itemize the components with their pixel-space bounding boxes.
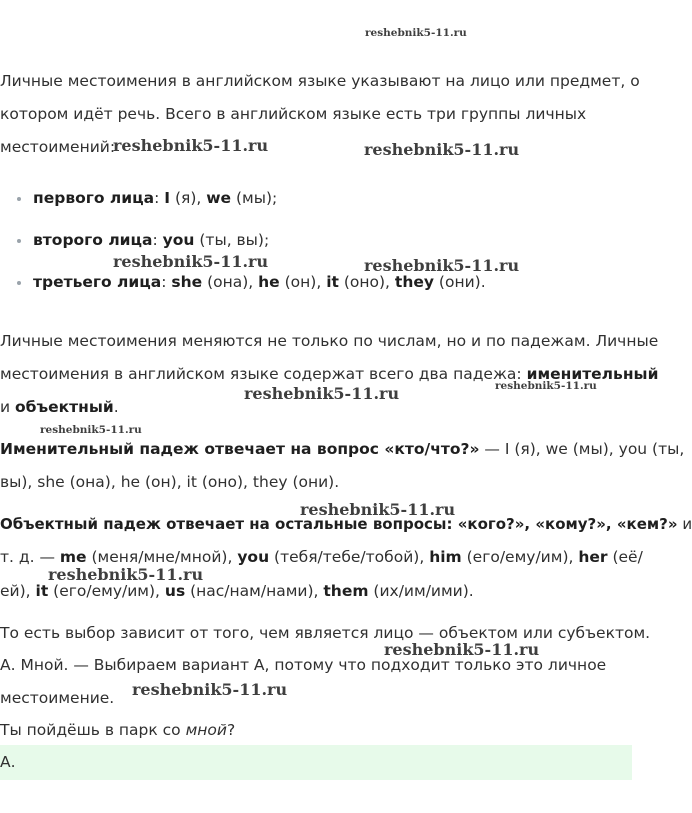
nominative-term: именительный	[526, 365, 659, 383]
bullet-dot-icon	[17, 197, 21, 201]
person-label: второго лица	[33, 231, 153, 249]
cases-line-3: и объектный.	[0, 398, 119, 416]
nominative-rule-heading: Именительный падеж отвечает на вопрос «кто/что?»	[0, 440, 480, 458]
pronoun: I	[164, 189, 171, 207]
watermark: reshebnik5-11.ru	[244, 384, 400, 403]
objective-rule-heading: Объектный падеж отвечает на остальные вопросы: «кого?», «кому?», «кем?»	[0, 515, 678, 533]
pronoun: it	[326, 273, 339, 291]
watermark: reshebnik5-11.ru	[40, 424, 142, 436]
answer-text: А.	[0, 753, 16, 771]
objective-rule-line-3: ей), it (его/ему/им), us (нас/нам/нами), them (их/им/ими).	[0, 582, 474, 600]
objective-rule-line-1: Объектный падеж отвечает на остальные вопросы: «кого?», «кому?», «кем?» и	[0, 515, 692, 533]
intro-line-2: котором идёт речь. Всего в английском языке есть три группы личных	[0, 105, 587, 123]
bullet-dot-icon	[17, 281, 21, 285]
watermark: reshebnik5-11.ru	[48, 565, 204, 584]
pronoun: them	[323, 582, 369, 600]
conclusion-line-2: А. Мной. — Выбираем вариант А, потому что подходит только это личное	[0, 656, 607, 674]
intro-line-1: Личные местоимения в английском языке указывают на лицо или предмет, о	[0, 72, 640, 90]
question: Ты пойдёшь в парк со мной?	[0, 721, 236, 739]
pronoun: we	[206, 189, 232, 207]
pronoun: you	[162, 231, 195, 249]
person-label: третьего лица	[33, 273, 162, 291]
list-item: второго лица: you (ты, вы);	[33, 231, 269, 249]
watermark: reshebnik5-11.ru	[364, 256, 520, 275]
bullet-dot-icon	[17, 239, 21, 243]
answer-box	[0, 745, 632, 780]
pronoun: him	[429, 548, 462, 566]
watermark: reshebnik5-11.ru	[132, 680, 288, 699]
pronoun: he	[258, 273, 280, 291]
person-label: первого лица	[33, 189, 155, 207]
conclusion-line-1: То есть выбор зависит от того, чем является лицо — объектом или субъектом.	[0, 624, 651, 642]
pronoun: me	[59, 548, 87, 566]
watermark: reshebnik5-11.ru	[113, 252, 269, 271]
watermark: reshebnik5-11.ru	[495, 380, 597, 392]
pronoun: us	[164, 582, 186, 600]
cut-off-top-text	[0, 0, 632, 2]
pronoun: it	[35, 582, 49, 600]
pronoun: her	[578, 548, 608, 566]
objective-rule-line-2: т. д. — me (меня/мне/мной), you (тебя/тебе/тобой), him (его/ему/им), her (её/	[0, 548, 643, 566]
watermark: reshebnik5-11.ru	[364, 140, 520, 159]
conclusion-line-3: местоимение.	[0, 689, 115, 707]
list-item: первого лица: I (я), we (мы);	[33, 189, 277, 207]
intro-line-3: местоимений:	[0, 138, 116, 156]
pronoun: you	[237, 548, 270, 566]
emphasized-word: мной	[185, 721, 227, 739]
objective-term: объектный	[15, 398, 114, 416]
cases-line-1: Личные местоимения меняются не только по числам, но и по падежам. Личные	[0, 332, 659, 350]
watermark: reshebnik5-11.ru	[113, 136, 269, 155]
watermark: reshebnik5-11.ru	[300, 500, 456, 519]
nominative-rule-line-2: вы), she (она), he (он), it (оно), they (они).	[0, 473, 340, 491]
pronoun: they	[394, 273, 434, 291]
nominative-rule-line-1: Именительный падеж отвечает на вопрос «кто/что?» — I (я), we (мы), you (ты,	[0, 440, 685, 458]
pronoun: she	[171, 273, 203, 291]
cases-line-2: местоимения в английском языке содержат всего два падежа: именительный	[0, 365, 659, 383]
watermark: reshebnik5-11.ru	[384, 640, 540, 659]
watermark: reshebnik5-11.ru	[365, 27, 467, 39]
list-item: третьего лица: she (она), he (он), it (оно), they (они).	[33, 273, 486, 291]
